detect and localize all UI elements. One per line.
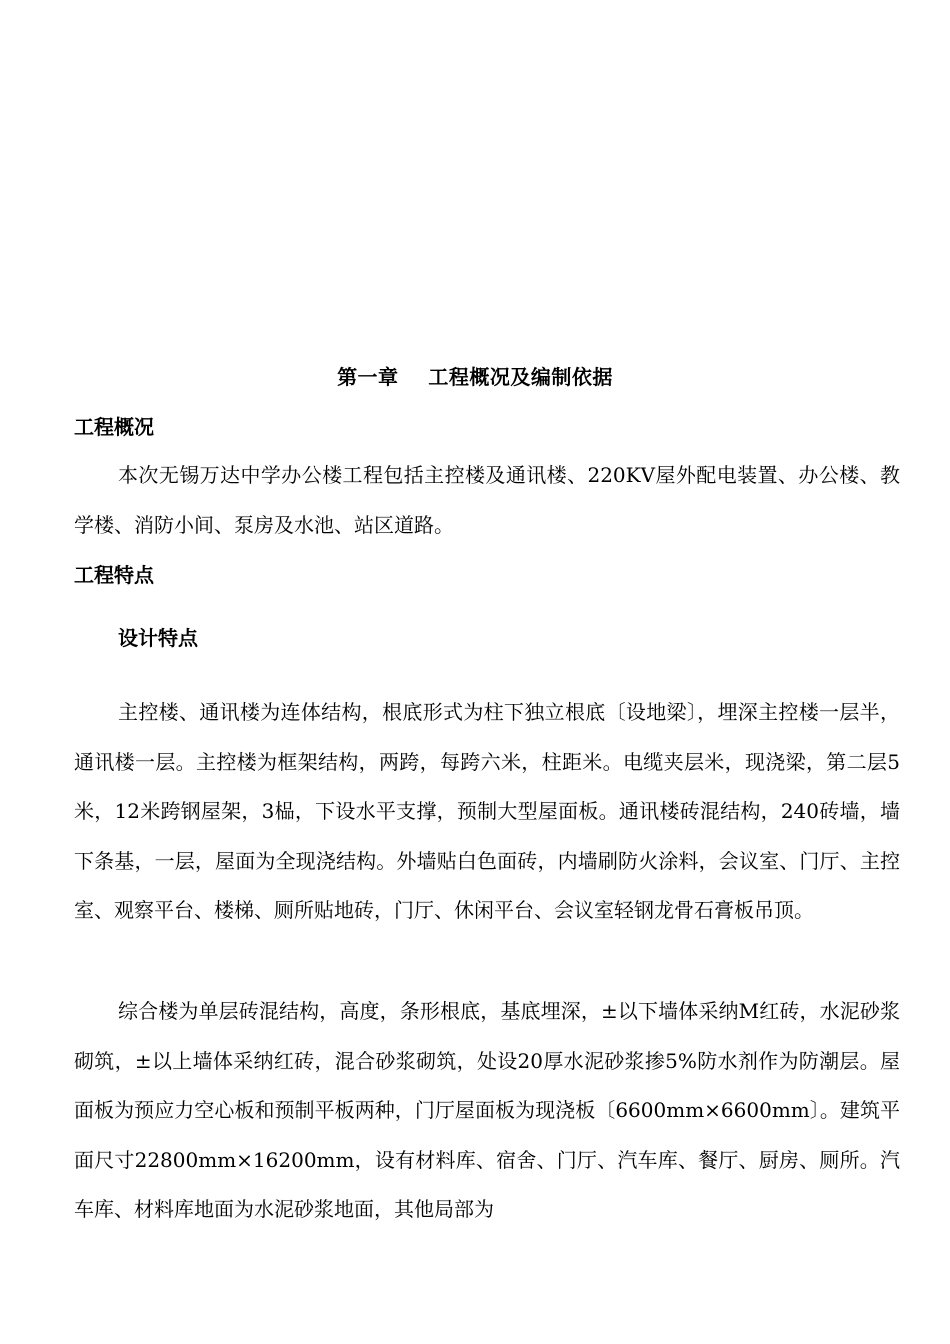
section-heading-overview: 工程概况	[74, 415, 154, 439]
design-paragraph-2: 综合楼为单层砖混结构，高度，条形根底，基底埋深，±以下墙体采纳M红砖，水泥砂浆砌筑，±以上墙体采纳红砖，混合砂浆砌筑，处设20厚水泥砂浆掺5%防水剂作为防潮层。屋面板为预应力空心板和预制平板两种，门厅屋面板为现浇板〔6600mm×6600mm〕。建筑平面尺寸22800mm×16200mm，设有材料库、宿舍、门厅、汽车库、餐厅、厨房、厕所。汽车库、材料库地面为水泥砂浆地面，其他局部为	[74, 999, 900, 1221]
overview-paragraph: 本次无锡万达中学办公楼工程包括主控楼及通讯楼、220KV屋外配电装置、办公楼、教学楼、消防小间、泵房及水池、站区道路。	[74, 463, 900, 537]
section-heading-features: 工程特点	[74, 563, 154, 587]
design-paragraph-1: 主控楼、通讯楼为连体结构，根底形式为柱下独立根底〔设地梁〕，埋深主控楼一层半，通讯楼一层。主控楼为框架结构，两跨，每跨六米，柱距米。电缆夹层米，现浇梁，第二层5米，12米跨钢屋架，3榀，下设水平支撑，预制大型屋面板。通讯楼砖混结构，240砖墙，墙下条基，一层，屋面为全现浇结构。外墙贴白色面砖，内墙刷防火涂料，会议室、门厅、主控室、观察平台、楼梯、厕所贴地砖，门厅、休闲平台、会议室轻钢龙骨石膏板吊顶。	[74, 700, 900, 922]
chapter-title: 第一章 工程概况及编制依据	[337, 365, 613, 389]
sub-heading-design: 设计特点	[118, 626, 198, 650]
